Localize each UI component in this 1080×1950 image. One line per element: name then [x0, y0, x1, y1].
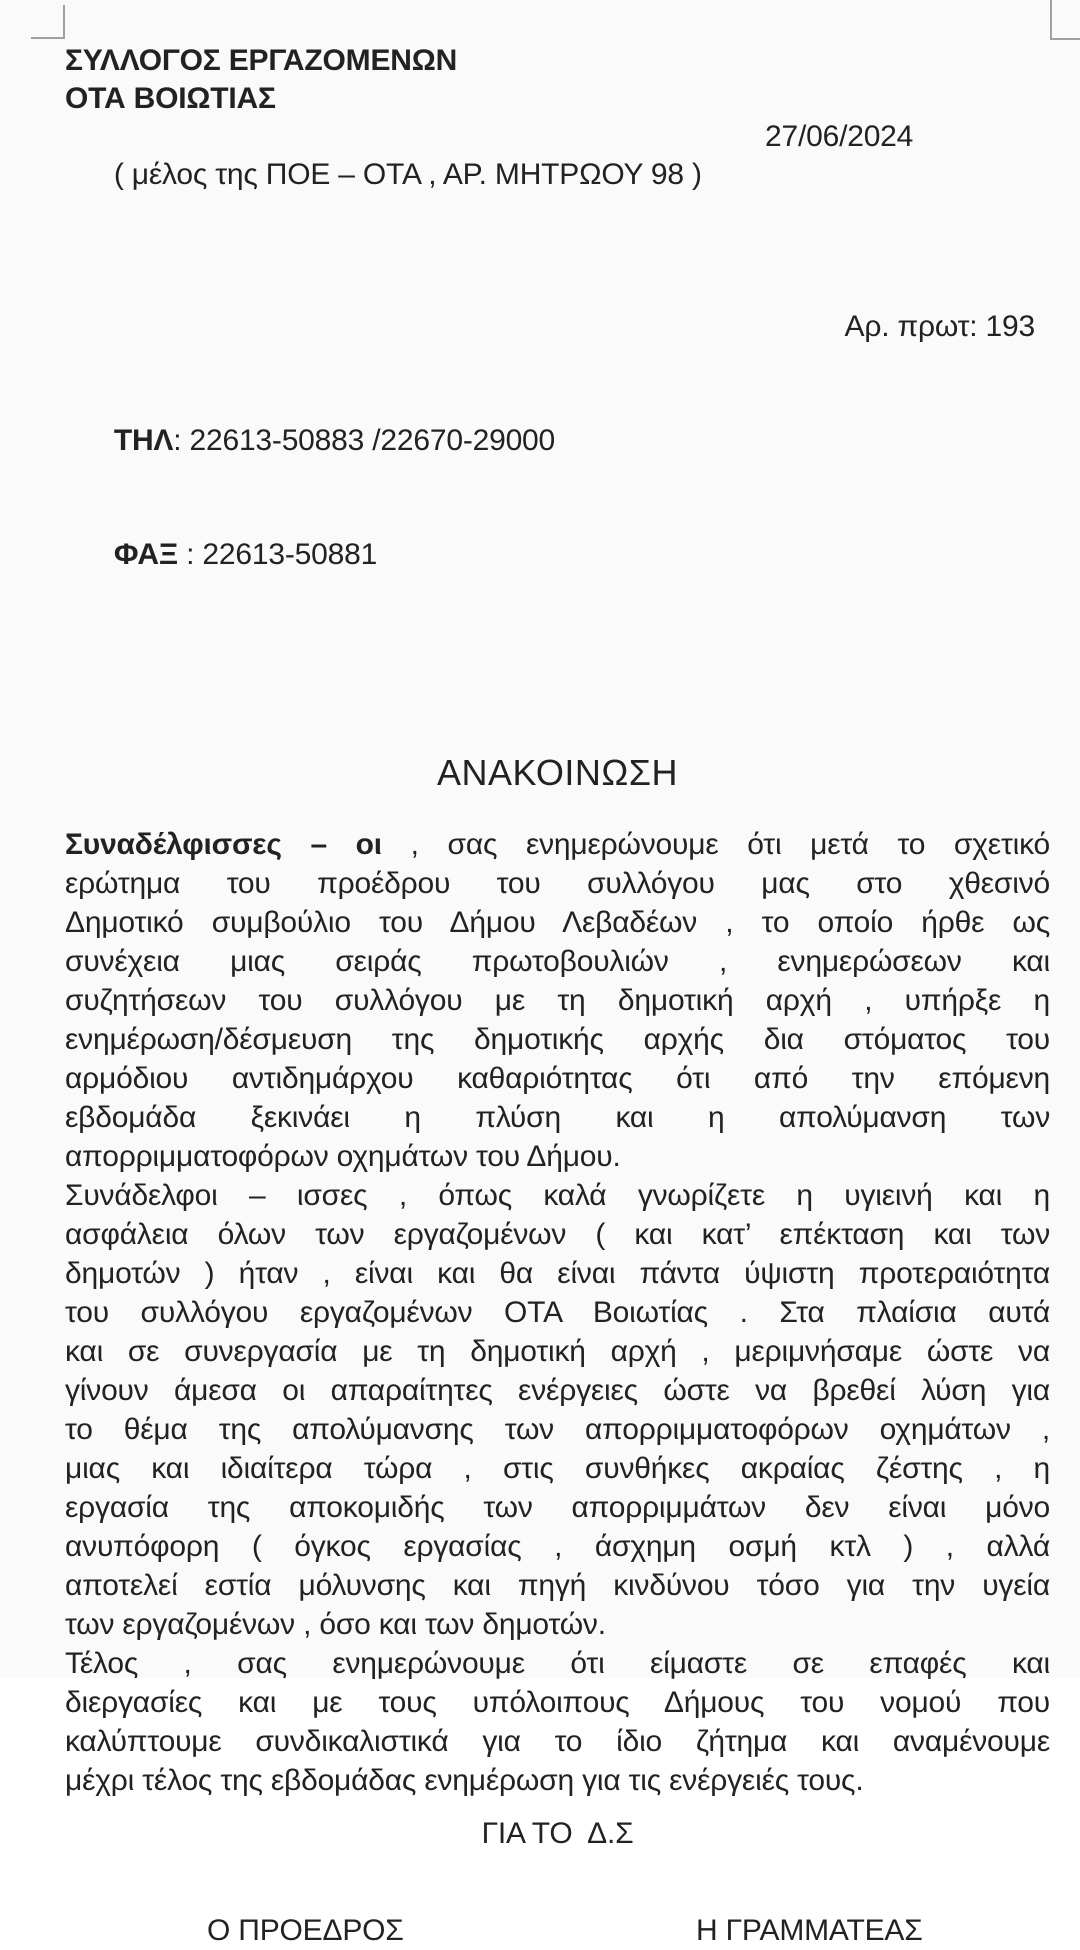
phone-label: ΤΗΛ [113, 424, 174, 457]
margin-corner-mark-top-right [1050, 0, 1080, 40]
body-line: αποτελεί εστία μόλυνσης και πηγή κινδύνου τόσο για την υγεία [65, 1569, 1050, 1602]
salutation-bold: Συναδέλφισσες – οι [65, 828, 382, 861]
document-content [65, 42, 1050, 1950]
president-signature-label: Ο ΠΡΟΕΔΡΟΣ [207, 1914, 404, 1947]
body-line: ερώτημα του προέδρου του συλλόγου μας στο χθεσινό [65, 867, 1050, 900]
body-line: μιας και ιδιαίτερα τώρα , στις συνθήκες ακραίας ζέστης , η [65, 1452, 1050, 1485]
body-line: συνέχεια μιας σειράς πρωτοβουλιών , ενημερώσεων και [65, 945, 1050, 978]
membership-text: ( μέλος της ΠΟΕ – ΟΤΑ , ΑΡ. ΜΗΤΡΩΟΥ 98 ) [113, 158, 702, 191]
body-line: καλύπτουμε συνδικαλιστικά για το ίδιο ζήτημα και αναμένουμε [65, 1725, 1050, 1758]
protocol-number: Αρ. πρωτ: 193 [844, 310, 1035, 343]
secretary-signature-label: Η ΓΡΑΜΜΑΤΕΑΣ [696, 1914, 923, 1947]
fax-value: : 22613-50881 [178, 538, 378, 571]
body-line: δημοτών ) ήταν , είναι και θα είναι πάντα ύψιστη προτεραιότητα [65, 1257, 1050, 1290]
for-the-board-line: ΓΙΑ ΤΟ Δ.Σ [481, 1817, 634, 1850]
body-line: και σε συνεργασία με τη δημοτική αρχή , μεριμνήσαμε ώστε να [65, 1335, 1050, 1368]
org-name-line2: ΟΤΑ ΒΟΙΩΤΙΑΣ [65, 82, 276, 115]
margin-corner-mark-top-left [31, 5, 65, 39]
body-line: μέχρι τέλος της εβδομάδας ενημέρωση για τις ενέργειές τους. [65, 1764, 864, 1797]
body-line: συζητήσεων του συλλόγου με τη δημοτική αρχή , υπήρξε η [65, 984, 1050, 1017]
body-line: αρμόδιου αντιδημάρχου καθαριότητας ότι από την επόμενη [65, 1062, 1050, 1095]
document-title: ΑΝΑΚΟΙΝΩΣΗ [436, 752, 679, 793]
body-line: διεργασίες και με τους υπόλοιπους Δήμους του νομού που [65, 1686, 1050, 1719]
body-line: Τέλος , σας ενημερώνουμε ότι είμαστε σε επαφές και [65, 1647, 1050, 1680]
body-text [65, 825, 1050, 1800]
signature-row [65, 1911, 1050, 1950]
fax-line [65, 498, 1050, 612]
phone-value: : 22613-50883 /22670-29000 [173, 424, 556, 457]
protocol-number-line [65, 270, 1050, 384]
document-date: 27/06/2024 [765, 120, 914, 153]
body-line: γίνουν άμεσα οι απαραίτητες ενέργειες ώστε να βρεθεί λύση για [65, 1374, 1050, 1407]
org-name-line1: ΣΥΛΛΟΓΟΣ ΕΡΓΑΖΟΜΕΝΩΝ [65, 44, 458, 77]
body-line: εργασία της αποκομιδής των απορριμμάτων δεν είναι μόνο [65, 1491, 1050, 1524]
phone-line [65, 384, 1050, 498]
body-line: εβδομάδα ξεκινάει η πλύση και η απολύμανση των [65, 1101, 1050, 1134]
body-line: απορριμματοφόρων οχημάτων του Δήμου. [65, 1140, 621, 1173]
body-line: ασφάλεια όλων των εργαζομένων ( και κατ’ επέκταση και των [65, 1218, 1050, 1251]
body-line [65, 825, 1050, 864]
body-line: των εργαζομένων , όσο και των δημοτών. [65, 1608, 606, 1641]
body-line: Συνάδελφοι – ισσες , όπως καλά γνωρίζετε η υγιεινή και η [65, 1179, 1050, 1212]
body-line: ενημέρωση/δέσμευση της δημοτικής αρχής δια στόματος του [65, 1023, 1050, 1056]
body-line: το θέμα της απολύμανσης των απορριμματοφόρων οχημάτων , [65, 1413, 1050, 1446]
membership-date-line [65, 118, 1050, 270]
body-line: ανυπόφορη ( όγκος εργασίας , άσχημη οσμή κτλ ) , αλλά [65, 1530, 1050, 1563]
body-line: του συλλόγου εργαζομένων ΟΤΑ Βοιωτίας . Στα πλαίσια αυτά [65, 1296, 1050, 1329]
body-line: Δημοτικό συμβούλιο του Δήμου Λεβαδέων , το οποίο ήρθε ως [65, 906, 1050, 939]
salutation-rest: , σας ενημερώνουμε ότι μετά το σχετικό [381, 828, 1050, 861]
fax-label: ΦΑΞ [113, 538, 179, 571]
